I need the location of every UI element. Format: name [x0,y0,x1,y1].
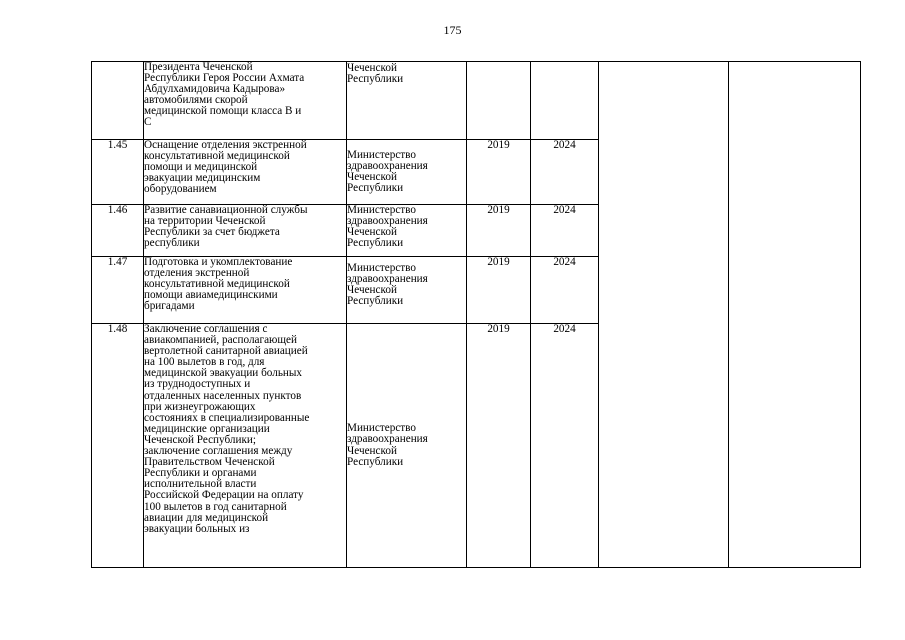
responsible-executor: Министерство здравоохранения Чеченской Республики [347,205,467,257]
row-number: 1.45 [92,140,144,205]
end-year: 2024 [531,257,599,324]
end-year [531,62,599,140]
measure-description: Подготовка и укомплектование отделения экстренной консультативной медицинской помощи авиамедицинскими бригадами [144,257,347,324]
start-year: 2019 [467,140,531,205]
empty-cell [599,62,729,568]
end-year: 2024 [531,324,599,568]
responsible-executor: Министерство здравоохранения Чеченской Республики [347,140,467,205]
start-year: 2019 [467,257,531,324]
row-number: 1.46 [92,205,144,257]
measures-table [91,61,861,568]
responsible-executor: Министерство здравоохранения Чеченской Республики [347,257,467,324]
page-number: 175 [443,23,462,37]
measure-description: Президента Чеченской Республики Героя России Ахмата Абдулхамидовича Кадырова» автомобилями скорой медицинской помощи класса В и С [144,62,347,140]
start-year: 2019 [467,324,531,568]
end-year: 2024 [531,140,599,205]
measure-description: Развитие санавиационной службы на территории Чеченской Республики за счет бюджета республики [144,205,347,257]
start-year [467,62,531,140]
measure-description: Заключение соглашения с авиакомпанией, располагающей вертолетной санитарной авиацией на 100 вылетов в год, для медицинской эвакуации больных из труднодоступных и отдаленных населенных пунктов при жизнеугрожающих состояниях в специализированные медицинские организации Чеченской Республики; заключение соглашения между Правительством Чеченской Республики и органами исполнительной власти Российской Федерации на оплату 100 вылетов в год санитарной авиации для медицинской эвакуации больных из [144,324,347,568]
start-year: 2019 [467,205,531,257]
empty-cell [729,62,861,568]
row-number [92,62,144,140]
measure-description: Оснащение отделения экстренной консультативной медицинской помощи и медицинской эвакуации медицинским оборудованием [144,140,347,205]
end-year: 2024 [531,205,599,257]
responsible-executor: Чеченской Республики [347,62,467,140]
responsible-executor: Министерство здравоохранения Чеченской Республики [347,324,467,568]
row-number: 1.48 [92,324,144,568]
table-row [92,62,861,140]
row-number: 1.47 [92,257,144,324]
